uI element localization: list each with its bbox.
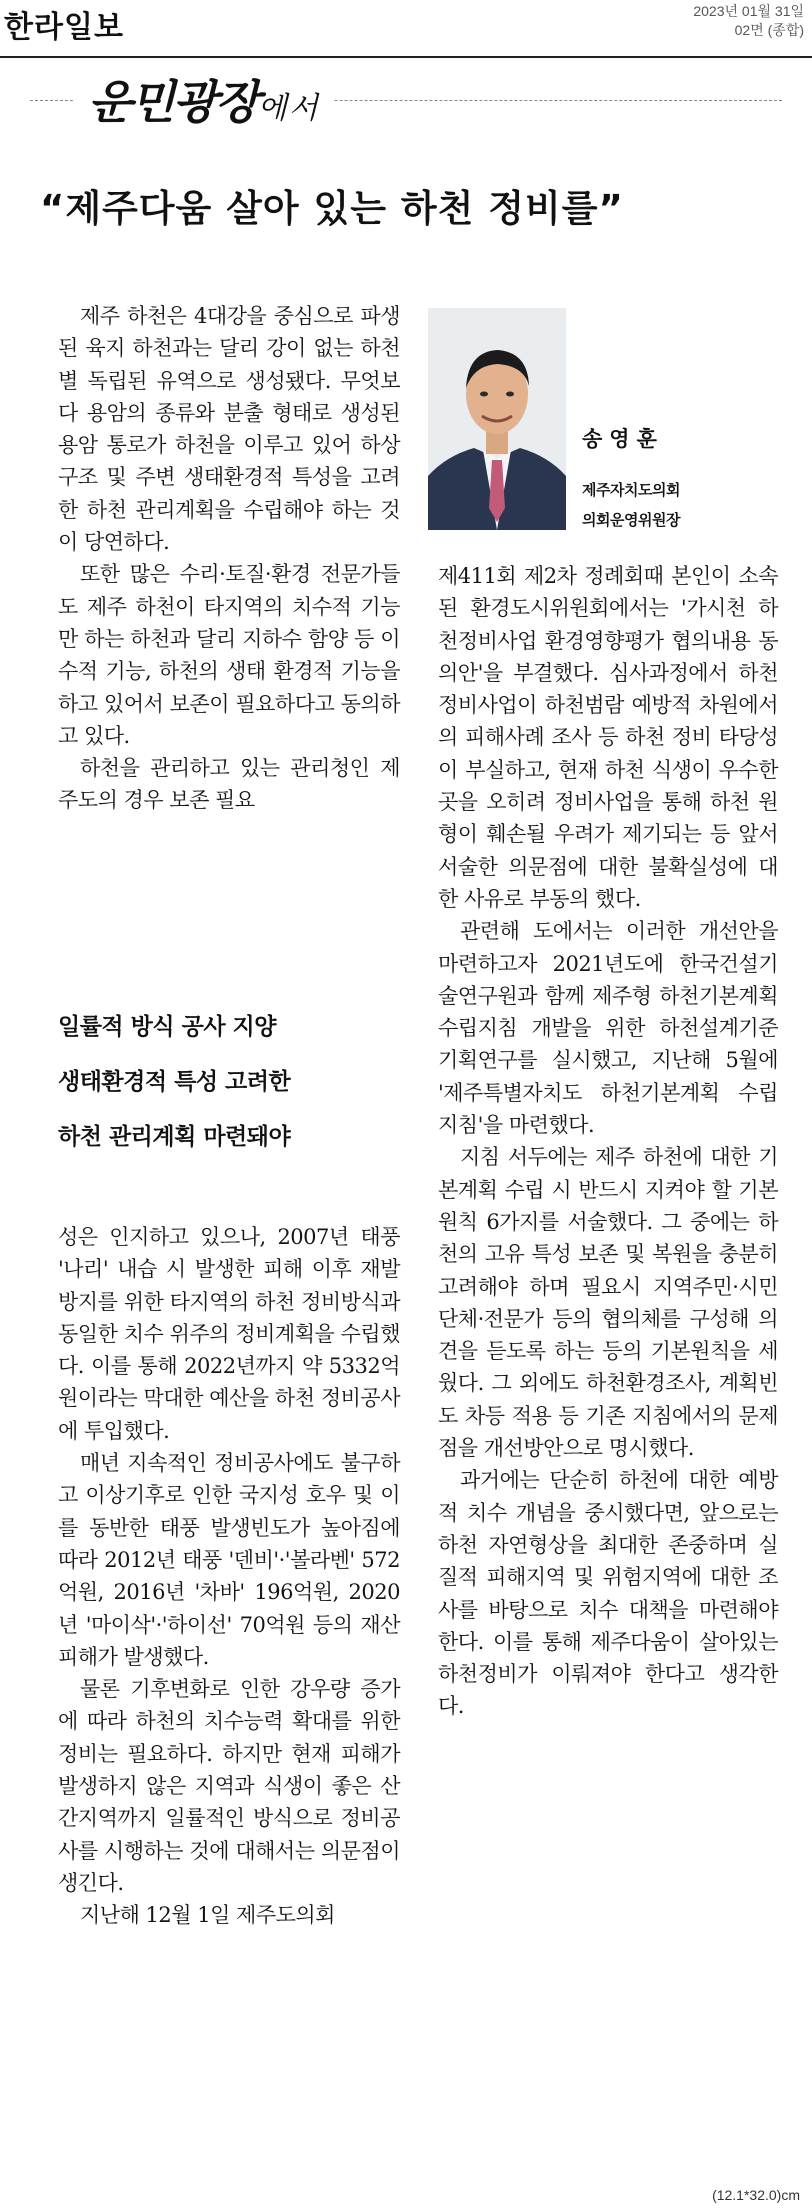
- author-affiliation: 제주자치도의회: [582, 481, 680, 499]
- paragraph: 지난해 12월 1일 제주도의회: [80, 1903, 335, 1928]
- paragraph: 관련해 도에서는 이러한 개선안을 마련하고자 2021년도에 한국건설기술연구원과 함께 제주형 하천기본계획 수립지침 개발을 위한 하천설계기준 기획연구를 실시했고, 지난해 5월에 '제주특별자치도 하천기본계획 수립 지침'을 마련했다.: [438, 919, 778, 1138]
- paragraph: 지침 서두에는 제주 하천에 대한 기본계획 수립 시 반드시 지켜야 할 기본 원칙 6가지를 서술했다. 그 중에는 하천의 고유 특성 보존 및 복원을 충분히 고려해야 하며 필요시 지역주민·시민단체·전문가 등의 협의체를 구성해 의견을 듣도록 하는 등의 기본원칙을 세웠다. 그 외에도 하천환경조사, 계획빈도 차등 적용 등 기존 지침에서의 문제점을 개선방안으로 명시했다.: [438, 1145, 778, 1461]
- masthead: [0, 0, 812, 58]
- subheading: 일률적 방식 공사 지양: [58, 1014, 276, 1040]
- paragraph: 제주 하천은 4대강을 중심으로 파생된 육지 하천과는 달리 강이 없는 하천별 독립된 유역으로 생성됐다. 무엇보다 용암의 종류와 분출 형태로 생성된 용암 통로가 하천을 이루고 있어 하상 구조 및 주변 생태환경적 특성을 고려한 하천 관리계획을 수립해야 하는 것이 당연하다.: [58, 304, 400, 555]
- author-photo: [428, 308, 566, 530]
- subheadings: [58, 1000, 403, 1165]
- author-name: 송영훈: [582, 427, 664, 451]
- subheading: 생태환경적 특성 고려한: [58, 1069, 291, 1095]
- paragraph: 또한 많은 수리·토질·환경 전문가들도 제주 하천이 타지역의 치수적 기능만 하는 하천과 달리 지하수 함양 등 이수적 기능, 하천의 생태 환경적 기능을 하고 있어서 보존이 필요하다고 동의하고 있다.: [58, 562, 400, 748]
- column-banner: [30, 64, 782, 136]
- masthead-rule: [0, 56, 812, 58]
- page-section: 02면 (종합): [734, 22, 804, 38]
- author-byline: [582, 423, 680, 535]
- body-column-left-top: [58, 300, 400, 817]
- body-column-left-bottom: [58, 1221, 400, 1932]
- paragraph: 물론 기후변화로 인한 강우량 증가에 따라 하천의 치수능력 확대를 위한 정비는 필요하다. 하지만 현재 피해가 발생하지 않은 지역과 식생이 좋은 산간지역까지 일률적인 방식으로 정비공사를 시행하는 것에 대해서는 의문점이 생긴다.: [58, 1677, 400, 1895]
- publication-date: 2023년 01월 31일: [693, 3, 804, 19]
- paragraph: 매년 지속적인 정비공사에도 불구하고 이상기후로 인한 국지성 호우 및 이를 동반한 태풍 발생빈도가 높아짐에 따라 2012년 태풍 '덴비'·'볼라벤' 572억원, 2016년 '차바' 196억원, 2020년 '마이삭'·'하이선' 70억원 등의 재산 피해가 발생했다.: [58, 1451, 400, 1669]
- publication-info: [693, 2, 804, 40]
- clipping-size: (12.1*32.0)cm: [712, 2187, 800, 2203]
- headline: “제주다움 살아 있는 하천 정비를”: [40, 187, 624, 230]
- paragraph: 성은 인지하고 있으나, 2007년 태풍 '나리' 내습 시 발생한 피해 이후 재발 방지를 위한 타지역의 하천 정비방식과 동일한 치수 위주의 정비계획을 수립했다. 이를 통해 2022년까지 약 5332억원이라는 막대한 예산을 하천 정비공사에 투입했다.: [58, 1225, 400, 1443]
- paragraph: 과거에는 단순히 하천에 대한 예방적 치수 개념을 중시했다면, 앞으로는 하천 자연형상을 최대한 존중하며 실질적 피해지역 및 위험지역에 대한 조사를 바탕으로 치수 대책을 마련해야 한다. 이를 통해 제주다움이 살아있는 하천정비가 이뤄져야 한다고 생각한다.: [438, 1468, 778, 1719]
- column-title: [74, 66, 334, 132]
- author-position: 의회운영위원장: [582, 511, 680, 529]
- column-title-main: 운민광장: [88, 75, 258, 129]
- newspaper-name: 한라일보: [4, 10, 124, 45]
- paragraph: 하천을 관리하고 있는 관리청인 제주도의 경우 보존 필요: [58, 756, 400, 813]
- subheading: 하천 관리계획 마련돼야: [58, 1124, 291, 1150]
- author-portrait-illustration: [428, 308, 566, 530]
- body-column-right: [438, 560, 778, 1723]
- paragraph: 제411회 제2차 정례회때 본인이 소속된 환경도시위원회에서는 '가시천 하천정비사업 환경영향평가 협의내용 동의안'을 부결했다. 심사과정에서 하천정비사업이 하천범람 예방적 차원에서의 피해사례 조사 등 하천 정비 타당성이 부실하고, 현재 하천 식생이 우수한 곳을 오히려 정비사업을 통해 하천 원형이 훼손될 우려가 제기되는 등 앞서 서술한 의문점에 대한 불확실성에 대한 사유로 부동의 했다.: [438, 564, 778, 911]
- column-title-suffix: 에서: [257, 91, 320, 126]
